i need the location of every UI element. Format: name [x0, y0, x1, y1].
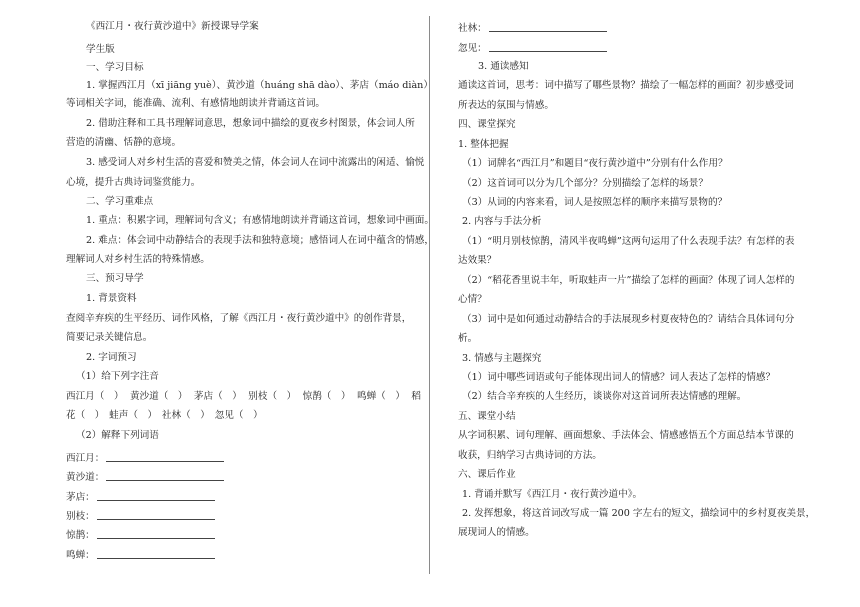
section-heading-preview: 三、预习导学	[86, 273, 144, 284]
pinyin-item: 惊鹊（ ）	[302, 391, 351, 402]
question-2: （2）这首词可以分为几个部分？分别描绘了怎样的场景？	[462, 178, 708, 189]
definition-row	[458, 21, 607, 35]
background-line-2: 简要记录关键信息。	[66, 332, 153, 343]
analysis-q2-line-2: 心情？	[458, 294, 487, 305]
reading-heading: 3. 通读感知	[478, 61, 529, 72]
key-point-1: 1. 重点：积累字词，理解词句含义；有感情地朗读并背诵这首词，想象词中画面。	[86, 215, 434, 226]
key-point-2-line-2: 理解词人对乡村生活的特殊情感。	[66, 254, 210, 265]
definition-term: 西江月：	[66, 453, 105, 464]
answer-blank[interactable]	[106, 470, 224, 481]
doc-title: 《西江月・夜行黄沙道中》新授课导学案	[86, 21, 259, 32]
answer-blank[interactable]	[489, 21, 607, 32]
summary-line-1: 从字词积累、词句理解、画面想象、手法体会、情感感悟五个方面总结本节课的	[458, 430, 794, 441]
section-heading-summary: 五、课堂小结	[458, 411, 516, 422]
definition-term: 别枝：	[66, 511, 95, 522]
version-label: 学生版	[86, 44, 115, 55]
definition-term: 茅店：	[66, 492, 95, 503]
summary-line-2: 收获，归纳学习古典诗词的方法。	[458, 450, 602, 461]
analysis-heading: 2. 内容与手法分析	[462, 216, 542, 227]
pinyin-item: 稻	[411, 391, 421, 402]
analysis-q3-line-2: 析。	[458, 333, 478, 344]
goal-1-line-1: 1. 掌握西江月（xī jiāng yuè）、黄沙道（huáng shā dào）、茅店（máo diàn）	[86, 80, 433, 91]
definition-term: 黄沙道：	[66, 472, 105, 483]
emotion-heading: 3. 情感与主题探究	[462, 353, 542, 364]
goal-2-line-2: 营造的清幽、恬静的意境。	[66, 137, 182, 148]
definition-term: 惊鹊：	[66, 530, 95, 541]
pinyin-item: 西江月（ ）	[66, 391, 124, 402]
column-divider	[429, 16, 430, 574]
goal-2-line-1: 2. 借助注释和工具书理解词意思，想象词中描绘的夏夜乡村图景，体会词人所	[86, 118, 415, 129]
background-line-1: 查阅辛弃疾的生平经历、词作风格，了解《西江月・夜行黄沙道中》的创作背景，	[66, 313, 412, 324]
reading-line-1: 通读这首词，思考：词中描写了哪些景物？描绘了一幅怎样的画面？初步感受词	[458, 80, 794, 91]
answer-blank[interactable]	[489, 41, 607, 52]
question-3: （3）从词的内容来看，词人是按照怎样的顺序来描写景物的？	[462, 197, 728, 208]
analysis-q1-line-2: 达效果？	[458, 255, 497, 266]
emotion-q2: （2）结合辛弃疾的人生经历，谈谈你对这首词所表达情感的理解。	[462, 391, 747, 402]
answer-blank[interactable]	[97, 509, 215, 520]
definition-row	[66, 470, 224, 484]
definition-row	[458, 41, 607, 55]
section-heading-inquiry: 四、课堂探究	[458, 119, 516, 130]
pinyin-item: 鸣蝉（ ）	[356, 391, 405, 402]
emotion-q1: （1）词中哪些词语或句子能体现出词人的情感？词人表达了怎样的情感？	[462, 372, 776, 383]
section-heading-goals: 一、学习目标	[86, 62, 144, 73]
homework-1: 1. 背诵并默写《西江月・夜行黄沙道中》。	[462, 489, 643, 500]
definition-row	[66, 548, 215, 562]
answer-blank[interactable]	[106, 451, 224, 462]
analysis-q3-line-1: （3）词中是如何通过动静结合的手法展现乡村夏夜特色的？请结合具体词句分	[462, 314, 795, 325]
answer-blank[interactable]	[97, 548, 215, 559]
section-heading-homework: 六、课后作业	[458, 469, 516, 480]
definition-row	[66, 451, 224, 465]
answer-blank[interactable]	[97, 490, 215, 501]
answer-blank[interactable]	[97, 528, 215, 539]
background-heading: 1. 背景资料	[86, 293, 137, 304]
pinyin-item: 别枝（ ）	[248, 391, 297, 402]
definition-row	[66, 509, 215, 523]
goal-1-line-2: 等词相关字词，能准确、流利、有感情地朗读并背诵这首词。	[66, 98, 326, 109]
pinyin-row-2: 花（ ） 蛙声（ ） 社林（ ） 忽见（ ）	[66, 410, 263, 421]
pinyin-row-1	[66, 391, 421, 403]
definition-row	[66, 490, 215, 504]
section-heading-key-points: 二、学习重难点	[86, 196, 154, 207]
definition-term: 忽见：	[458, 43, 487, 54]
question-1: （1）词牌名“西江月”和题目“夜行黄沙道中”分别有什么作用？	[462, 158, 728, 169]
analysis-q1-line-1: （1）“明月别枝惊鹊，清风半夜鸣蝉”这两句运用了什么表现手法？有怎样的表	[462, 236, 795, 247]
definition-task-heading: （2）解释下列词语	[76, 430, 159, 441]
vocab-heading: 2. 字词预习	[86, 352, 137, 363]
reading-line-2: 所表达的氛围与情感。	[458, 100, 554, 111]
analysis-q2-line-1: （2）“稻花香里说丰年，听取蛙声一片”描绘了怎样的画面？体现了词人怎样的	[462, 275, 795, 286]
pinyin-item: 黄沙道（ ）	[129, 391, 188, 402]
goal-3-line-1: 3. 感受词人对乡村生活的喜爱和赞美之情，体会词人在词中流露出的闲适、愉悦	[86, 157, 425, 168]
pinyin-task-heading: （1）给下列字注音	[76, 371, 159, 382]
homework-2-line-1: 2. 发挥想象，将这首词改写成一篇 200 字左右的短文，描绘词中的乡村夏夜美景，	[462, 508, 816, 519]
definition-term: 鸣蝉：	[66, 550, 95, 561]
goal-3-line-2: 心境，提升古典诗词鉴赏能力。	[66, 177, 201, 188]
definition-row	[66, 528, 215, 542]
pinyin-item: 茅店（ ）	[193, 391, 242, 402]
overall-heading: 1. 整体把握	[458, 139, 509, 150]
key-point-2-line-1: 2. 难点：体会词中动静结合的表现手法和独特意境；感悟词人在词中蕴含的情感，	[86, 235, 434, 246]
homework-2-line-2: 展现词人的情感。	[458, 527, 535, 538]
definition-term: 社林：	[458, 23, 487, 34]
